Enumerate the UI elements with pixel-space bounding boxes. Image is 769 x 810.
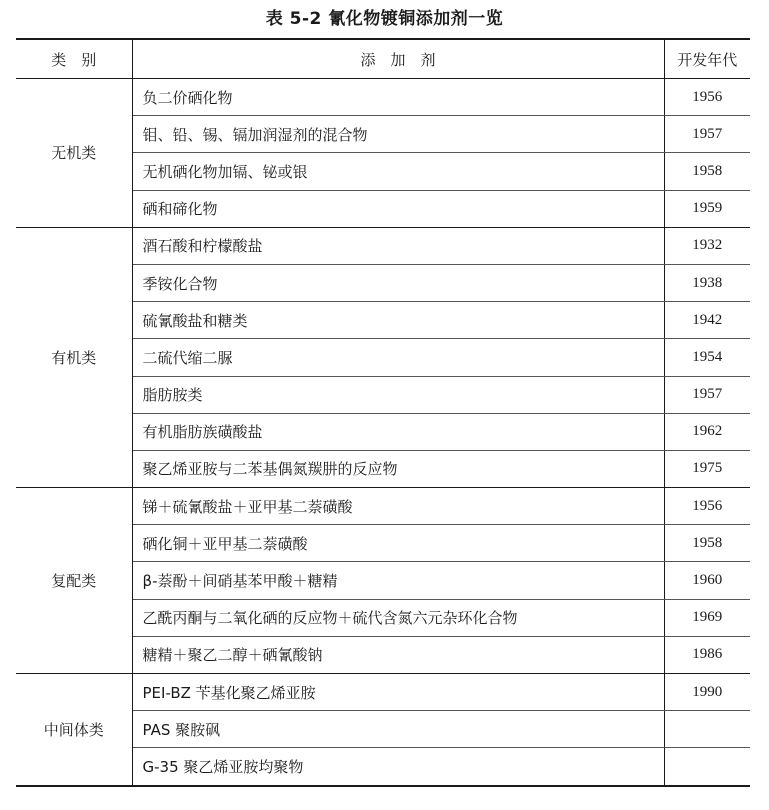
additive-cell: PEI-BZ 苄基化聚乙烯亚胺 [132,674,664,711]
year-cell [664,748,750,786]
additive-cell: 糖精＋聚乙二醇＋硒氰酸钠 [132,636,664,673]
category-cell: 中间体类 [16,674,132,786]
table-body [16,79,750,786]
additive-cell: 季铵化合物 [132,264,664,301]
additive-cell: β-萘酚＋间硝基苯甲酸＋糖精 [132,562,664,599]
year-cell: 1954 [664,339,750,376]
additive-cell: 二硫代缩二脲 [132,339,664,376]
year-cell: 1969 [664,599,750,636]
table-caption: 表 5-2 氰化物镀铜添加剂一览 [265,9,504,29]
year-cell: 1932 [664,227,750,264]
header-category: 类 别 [16,39,132,79]
year-cell: 1957 [664,376,750,413]
year-cell: 1958 [664,525,750,562]
year-cell: 1986 [664,636,750,673]
category-cell: 复配类 [16,488,132,674]
header-additive: 添 加 剂 [132,39,664,79]
additive-cell: 硫氰酸盐和糖类 [132,302,664,339]
additive-cell: 乙酰丙酮与二氧化硒的反应物＋硫代含氮六元杂环化合物 [132,599,664,636]
year-cell: 1942 [664,302,750,339]
table-row [16,674,750,711]
additive-cell: G-35 聚乙烯亚胺均聚物 [132,748,664,786]
year-cell: 1938 [664,264,750,301]
additive-table [16,38,750,787]
additive-cell: 酒石酸和柠檬酸盐 [132,227,664,264]
year-cell: 1975 [664,450,750,487]
additive-cell: 无机硒化物加镉、铋或银 [132,153,664,190]
header-row [16,39,750,79]
year-cell: 1958 [664,153,750,190]
year-cell: 1956 [664,79,750,116]
category-cell: 有机类 [16,227,132,487]
additive-cell: 有机脂肪族磺酸盐 [132,413,664,450]
additive-cell: 负二价硒化物 [132,79,664,116]
year-cell: 1990 [664,674,750,711]
header-year: 开发年代 [664,39,750,79]
additive-cell: 聚乙烯亚胺与二苯基偶氮羰肼的反应物 [132,450,664,487]
year-cell: 1957 [664,116,750,153]
additive-cell: 硒和碲化物 [132,190,664,227]
table-row [16,488,750,525]
additive-cell: 锑＋硫氰酸盐＋亚甲基二萘磺酸 [132,488,664,525]
year-cell: 1962 [664,413,750,450]
additive-cell: 硒化铜＋亚甲基二萘磺酸 [132,525,664,562]
additive-cell: 脂肪胺类 [132,376,664,413]
additive-cell: 钼、铅、锡、镉加润湿剂的混合物 [132,116,664,153]
year-cell: 1959 [664,190,750,227]
table-row [16,79,750,116]
year-cell: 1956 [664,488,750,525]
year-cell [664,711,750,748]
year-cell: 1960 [664,562,750,599]
table-row [16,227,750,264]
category-cell: 无机类 [16,79,132,228]
additive-cell: PAS 聚胺砜 [132,711,664,748]
